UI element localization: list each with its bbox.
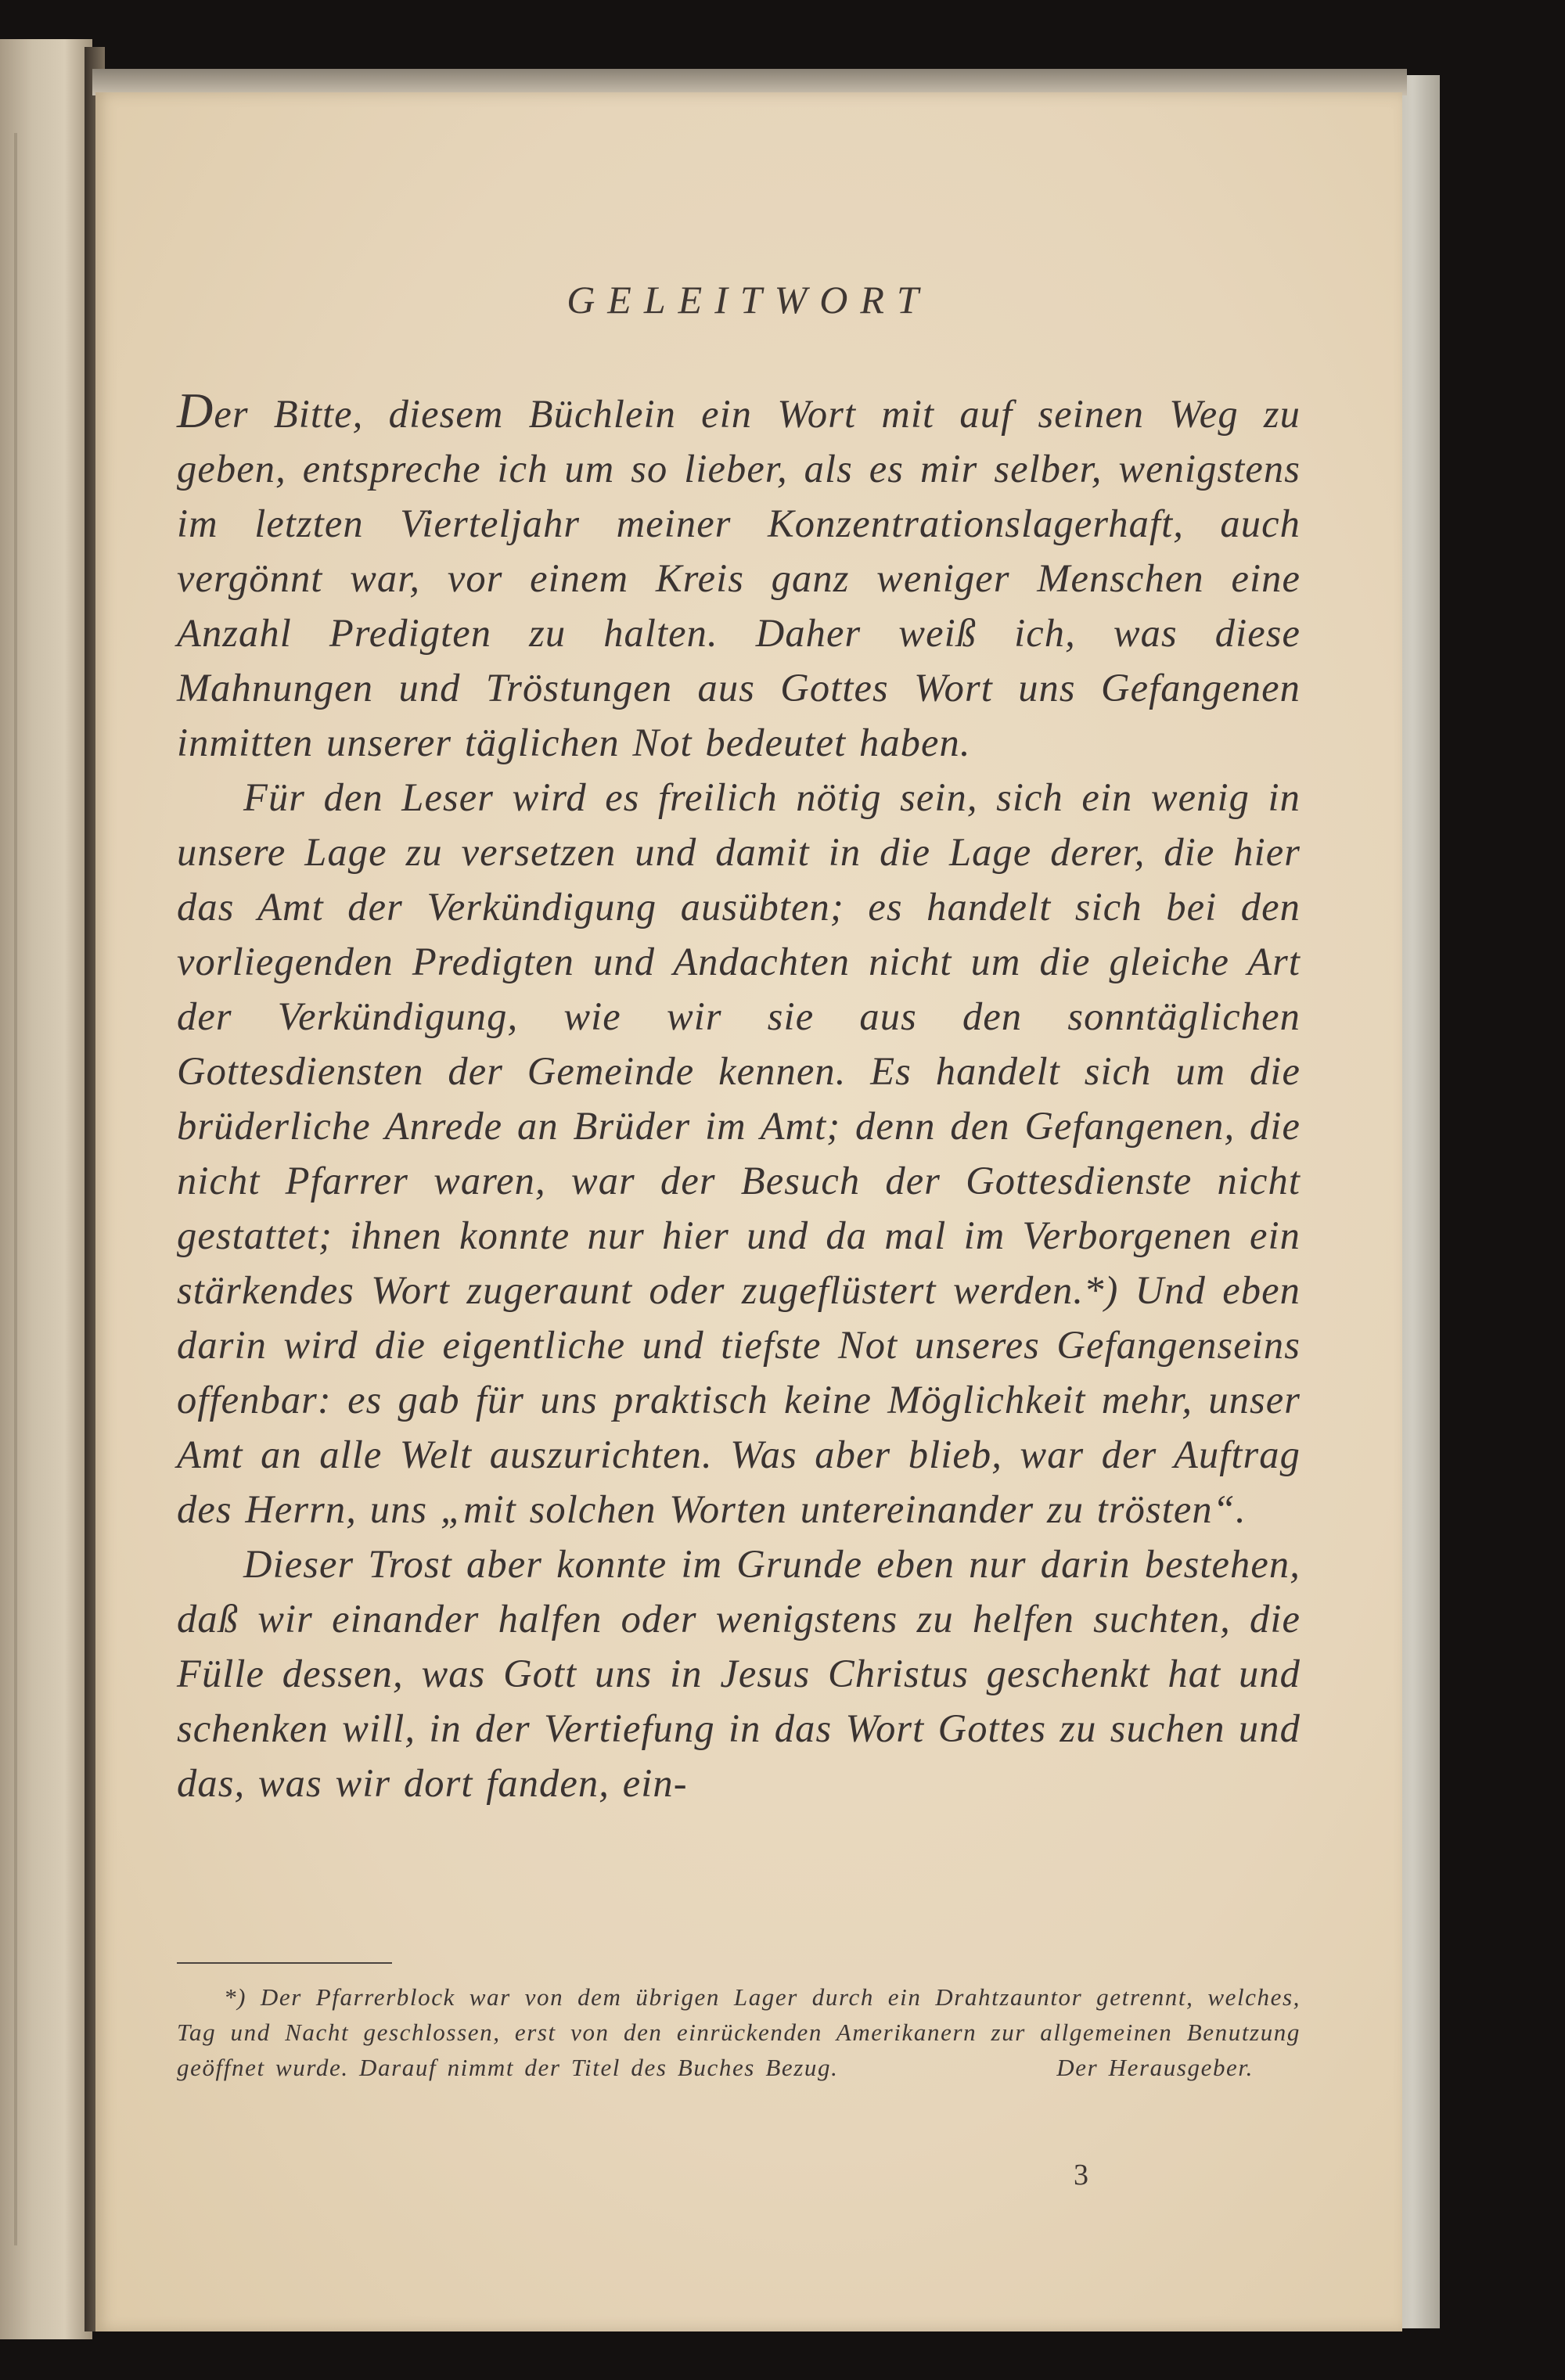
body-text bbox=[177, 383, 1301, 1810]
footnote-text: *) Der Pfarrerblock war von dem übrigen Lager durch ein Drahtzauntor getrennt, welches, Tag und Nacht geschlossen, erst von den einrückenden Amerikanern zur allgemeinen Benutzung geöffnet wurde. Darauf nimmt der Titel des Buches Bezug. bbox=[177, 1983, 1301, 2081]
page-heading: GELEITWORT bbox=[567, 278, 931, 322]
page-top-edge bbox=[92, 69, 1407, 95]
previous-page-edge bbox=[0, 39, 92, 2339]
paragraph-3: Dieser Trost aber konnte im Grunde eben nur darin bestehen, daß wir einander halfen oder wenigstens zu helfen suchten, die Fülle dessen, was Gott uns in Jesus Christus geschenkt hat und schenken will, in der Vertiefung in das Wort Gottes zu suchen und das, was wir dort fanden, ein- bbox=[177, 1542, 1301, 1805]
footnote-rule bbox=[177, 1962, 392, 1964]
footnote-signature: Der Herausgeber. bbox=[1056, 2054, 1254, 2081]
paragraph-1 bbox=[177, 383, 1301, 770]
page-number: 3 bbox=[1074, 2159, 1088, 2191]
book-page bbox=[95, 92, 1402, 2331]
paragraph-2: Für den Leser wird es freilich nötig sein, sich ein wenig in unsere Lage zu versetzen und damit in die Lage derer, die hier das Amt der Verkündigung ausübten; es handelt sich bei den vorliegenden Predigten und Andachten nicht um die gleiche Art der Verkündigung, wie wir sie aus den sonntäglichen Gottesdiensten der Gemeinde kennen. Es handelt sich um die brüderliche Anrede an Brüder im Amt; denn den Gefangenen, die nicht Pfarrer waren, war der Besuch der Gottesdienste nicht gestattet; ihnen konnte nur hier und da mal im Verborgenen ein stärkendes Wort zugeraunt oder zugeflüstert werden.*) Und eben darin wird die eigentliche und tiefste Not unseres Gefangenseins offenbar: es gab für uns praktisch keine Möglichkeit mehr, unser Amt an alle Welt auszurichten. Was aber blieb, war der Auftrag des Herrn, uns „mit solchen Worten untereinander zu trösten“. bbox=[177, 775, 1301, 1531]
paragraph-1-text: er Bitte, diesem Büchlein ein Wort mit auf seinen Weg zu geben, entspreche ich um so lieber, als es mir selber, wenigstens im letzten Vierteljahr meiner Konzentrationslagerhaft, auch vergönnt war, vor einem Kreis ganz weniger Menschen eine Anzahl Predigten zu halten. Daher weiß ich, was diese Mahnungen und Tröstungen aus Gottes Wort uns Gefangenen inmitten unserer täglichen Not bedeutet haben. bbox=[177, 392, 1301, 764]
drop-cap: D bbox=[177, 383, 214, 438]
footnote bbox=[177, 1979, 1301, 2085]
